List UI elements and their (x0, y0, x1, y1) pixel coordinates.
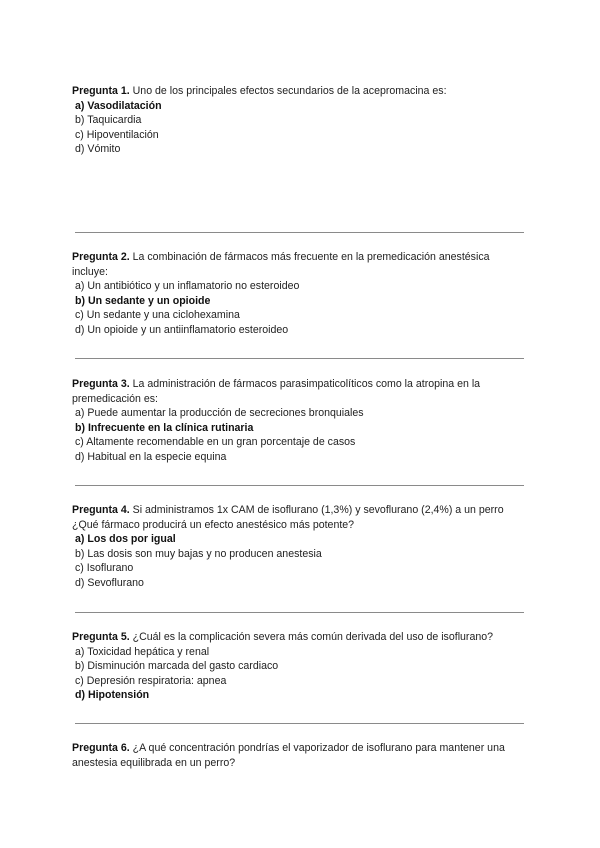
option-text: Un antibiótico y un inflamatorio no esteroideo (87, 280, 300, 293)
question-title (72, 503, 526, 532)
section-divider (75, 612, 524, 613)
option-letter: c) (75, 674, 84, 687)
option-letter: a) (75, 99, 85, 112)
question-text: La combinación de fármacos más frecuente en la premedicación anestésica incluye: (72, 251, 490, 278)
option-letter: b) (75, 547, 85, 560)
option-text: Un sedante y un opioide (87, 294, 211, 307)
section-divider (75, 485, 524, 486)
option-text: Hipotensión (87, 689, 150, 702)
option-text: Taquicardia (87, 114, 142, 127)
answer-option (72, 450, 526, 465)
option-text: Vómito (87, 143, 121, 156)
option-text: Habitual en la especie equina (87, 450, 227, 463)
option-letter: b) (75, 421, 85, 434)
answer-option (72, 323, 526, 338)
section-divider (75, 232, 524, 233)
section-divider (75, 723, 524, 724)
answer-option (72, 128, 526, 143)
question-5 (72, 630, 526, 703)
question-label: Pregunta 3. (72, 378, 130, 390)
option-letter: d) (75, 143, 85, 156)
question-1 (72, 84, 526, 157)
option-letter: d) (75, 689, 85, 702)
question-text: Si administramos 1x CAM de isoflurano (1,3%) y sevoflurano (2,4%) a un perro ¿Qué fármaco producirá un efecto anestésico más potente? (72, 504, 504, 531)
question-label: Pregunta 4. (72, 504, 130, 516)
option-text: Los dos por igual (87, 533, 176, 546)
option-letter: a) (75, 280, 85, 293)
question-title (72, 84, 526, 99)
answer-option (72, 99, 526, 114)
option-text: Isoflurano (86, 562, 134, 575)
option-text: Vasodilatación (87, 99, 162, 112)
answer-option (72, 308, 526, 323)
option-letter: d) (75, 576, 85, 589)
option-text: Infrecuente en la clínica rutinaria (87, 421, 254, 434)
answer-option (72, 142, 526, 157)
question-6 (72, 741, 526, 770)
question-4 (72, 503, 526, 591)
option-letter: a) (75, 645, 85, 658)
answer-option (72, 532, 526, 547)
question-text: Uno de los principales efectos secundarios de la acepromacina es: (132, 85, 447, 97)
option-letter: d) (75, 450, 85, 463)
answer-option (72, 645, 526, 660)
answer-option (72, 547, 526, 562)
answer-option (72, 688, 526, 703)
option-text: Un opioide y un antiinflamatorio esteroideo (87, 323, 289, 336)
answer-option (72, 435, 526, 450)
option-letter: c) (75, 436, 84, 449)
question-title (72, 741, 526, 770)
answer-option (72, 421, 526, 436)
answer-option (72, 279, 526, 294)
option-text: Toxicidad hepática y renal (87, 645, 210, 658)
answer-option (72, 674, 526, 689)
option-letter: a) (75, 407, 85, 420)
option-letter: c) (75, 128, 84, 141)
option-letter: b) (75, 114, 85, 127)
option-letter: c) (75, 309, 84, 322)
option-letter: c) (75, 562, 84, 575)
option-text: Depresión respiratoria: apnea (86, 674, 227, 687)
option-text: Un sedante y una ciclohexamina (86, 309, 240, 322)
answer-option (72, 576, 526, 591)
question-label: Pregunta 1. (72, 85, 130, 97)
question-text: ¿Cuál es la complicación severa más común derivada del uso de isoflurano? (132, 631, 494, 643)
answer-option (72, 406, 526, 421)
answer-option (72, 659, 526, 674)
answer-option (72, 294, 526, 309)
option-text: Las dosis son muy bajas y no producen anestesia (87, 547, 322, 560)
option-text: Hipoventilación (86, 128, 159, 141)
question-title (72, 630, 526, 645)
question-2 (72, 250, 526, 338)
answer-option (72, 113, 526, 128)
option-text: Disminución marcada del gasto cardiaco (87, 660, 279, 673)
answer-option (72, 561, 526, 576)
question-label: Pregunta 5. (72, 631, 130, 643)
question-text: ¿A qué concentración pondrías el vaporizador de isoflurano para mantener una anestesia equilibrada en un perro? (72, 742, 505, 769)
option-letter: b) (75, 294, 85, 307)
question-title (72, 377, 526, 406)
option-text: Sevoflurano (87, 576, 144, 589)
option-letter: a) (75, 533, 85, 546)
section-divider (75, 358, 524, 359)
option-text: Altamente recomendable en un gran porcentaje de casos (86, 436, 356, 449)
option-text: Puede aumentar la producción de secreciones bronquiales (87, 407, 364, 420)
question-3 (72, 377, 526, 465)
option-letter: b) (75, 660, 85, 673)
option-letter: d) (75, 323, 85, 336)
question-title (72, 250, 526, 279)
question-label: Pregunta 2. (72, 251, 130, 263)
question-label: Pregunta 6. (72, 742, 130, 754)
question-text: La administración de fármacos parasimpaticolíticos como la atropina en la premedicación es: (72, 378, 481, 405)
